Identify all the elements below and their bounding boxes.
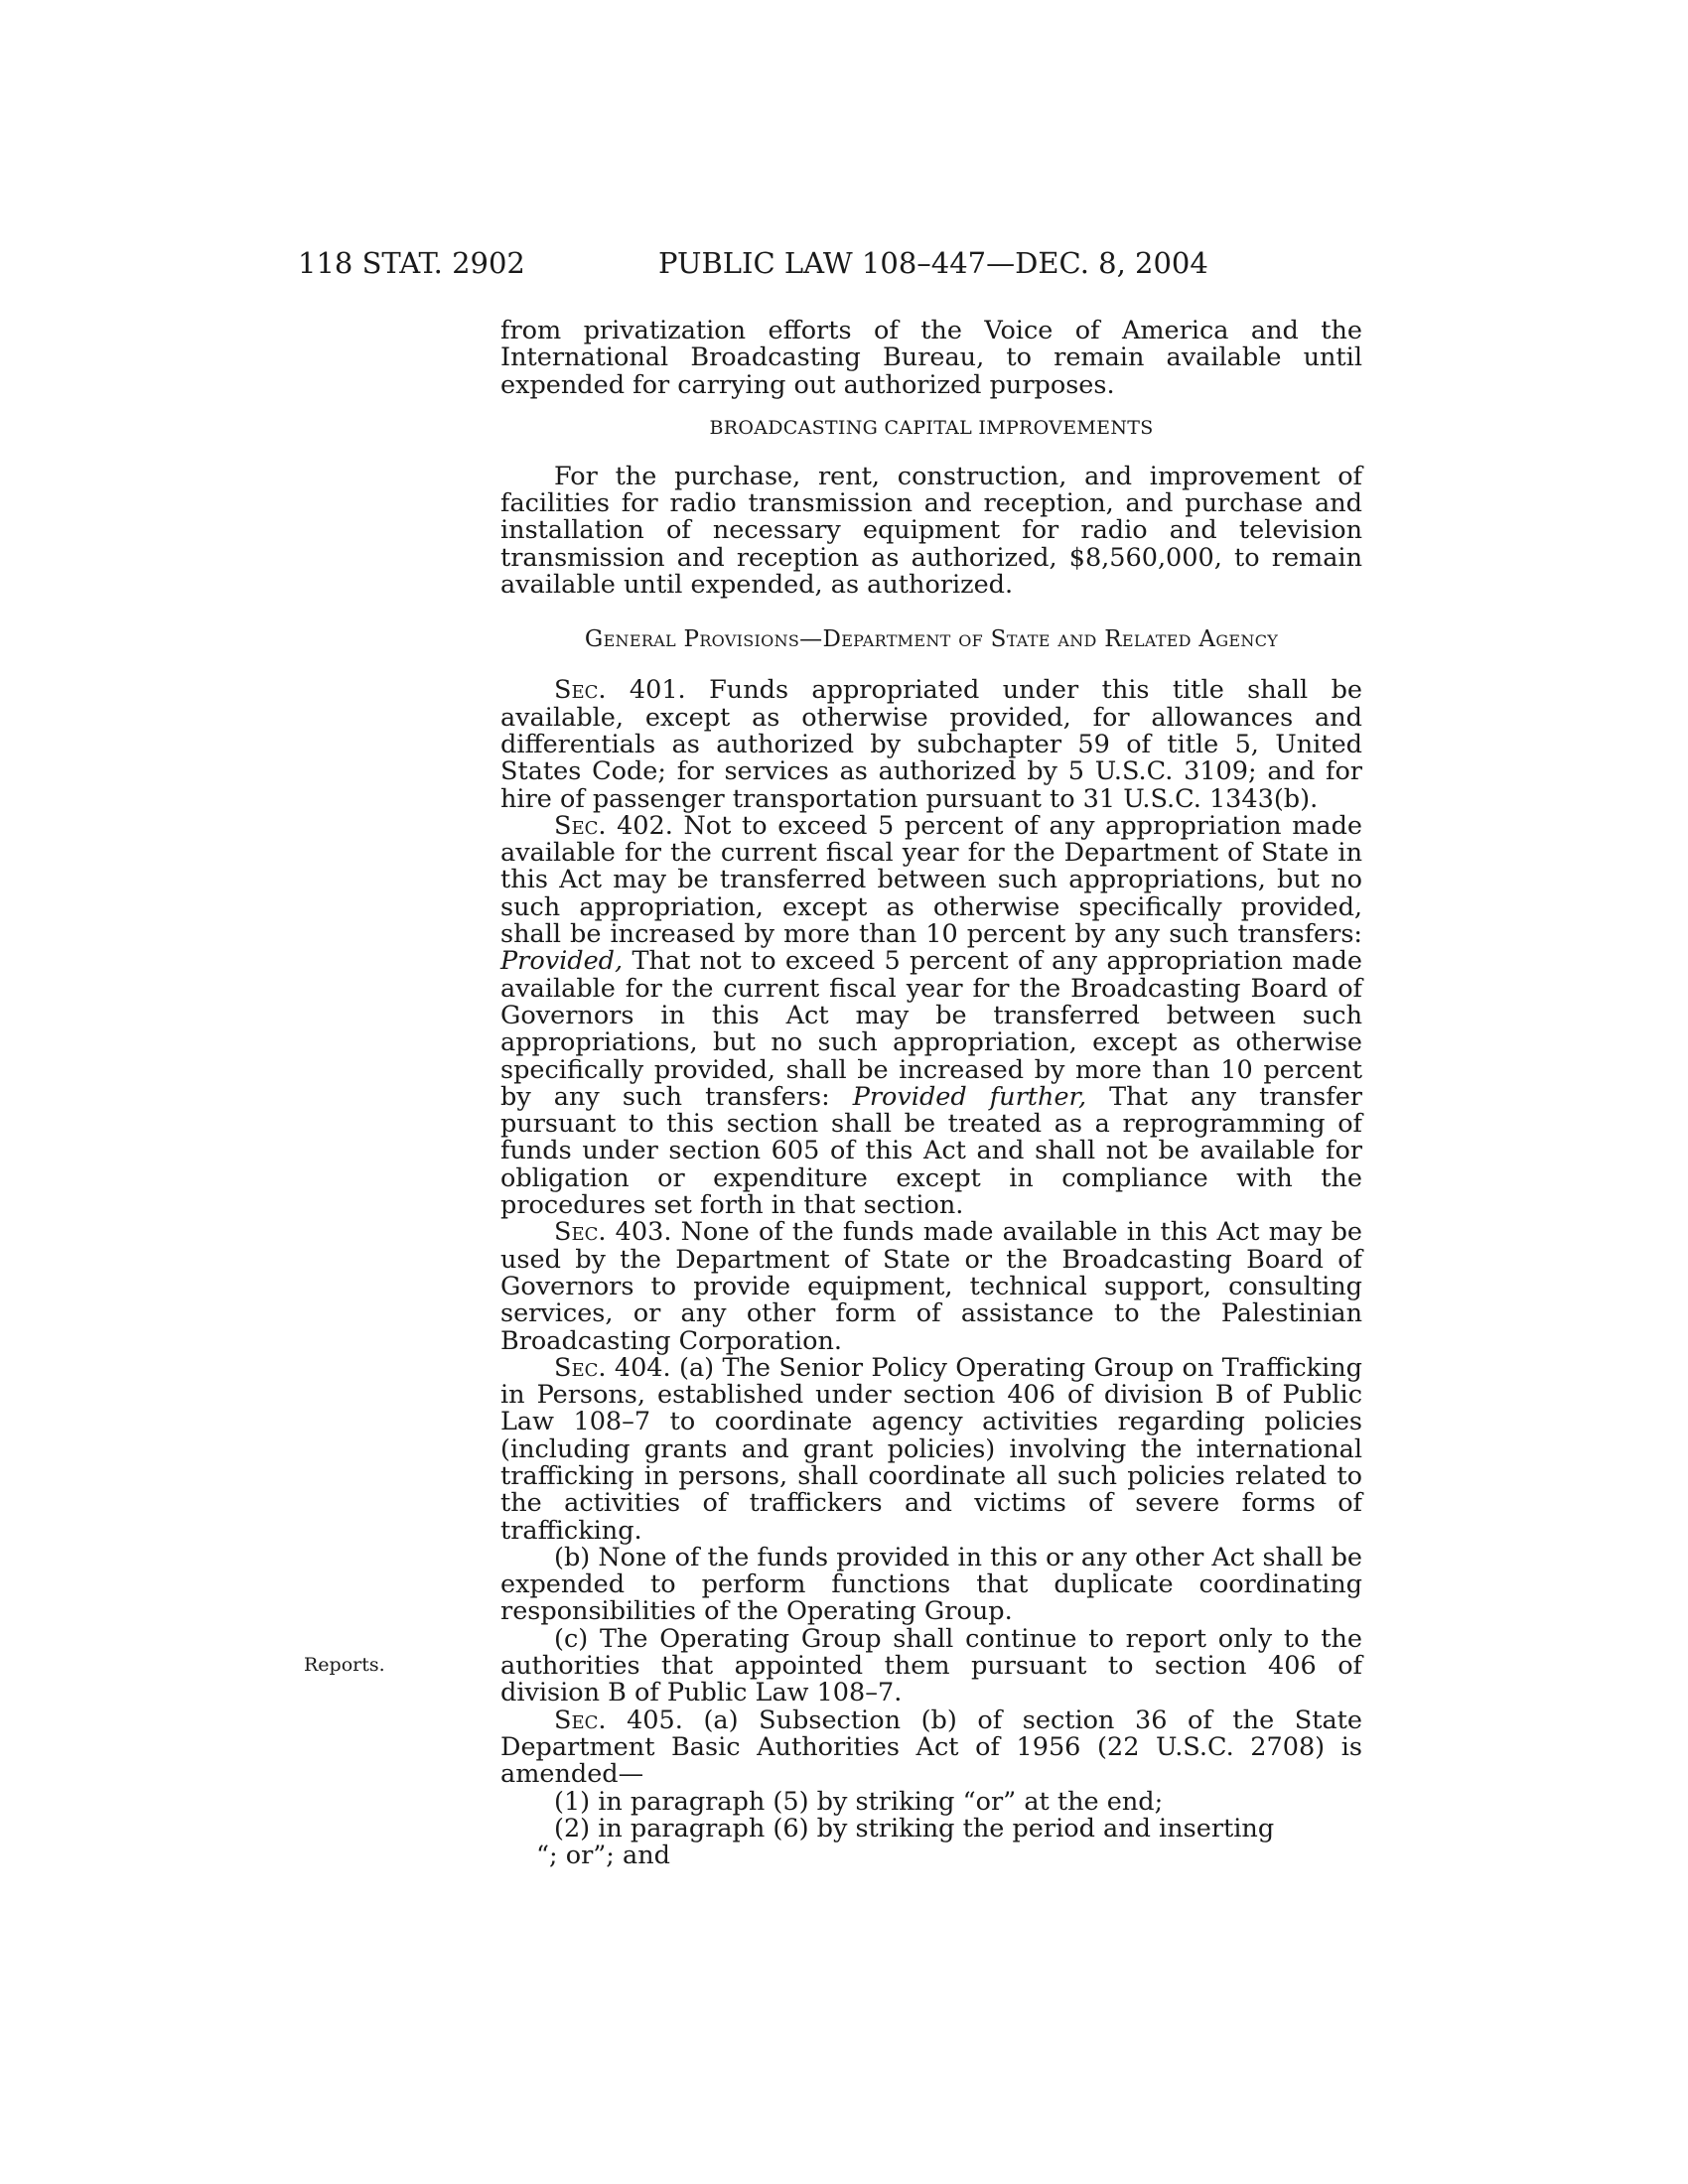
sec-404-b: (b) None of the funds provided in this or any other Act shall be expended to perform functions that duplicate coordinating responsibilities of the Operating Group. [500,1542,1362,1627]
sec-403-text: None of the funds made available in this Act may be used by the Department of State or the Broadcasting Board of Governors to provide equipment, technical support, consulting services, or any other form of assistance to the Palestinian Broadcasting Corporation. [500,1217,1363,1356]
sec-404-label: Sec. 404. [554,1352,671,1383]
sec-405-item-2: (2) in paragraph (6) by striking the period and inserting [554,1813,1275,1843]
intro-paragraph: from privatization efforts of the Voice of America and the International Broadcasting Bureau, to remain available until expended for carrying out authorized purposes. [500,316,1362,400]
sec-401 [500,677,1362,812]
sec-402-text-2: That not to exceed 5 percent of any appropriation made available for the current fiscal year for the Broadcasting Board of Governors in this Act may be transferred between such appropriations, but no such appropriation, except as otherwise specifically provided, shall be increased by more than 10 percent by any such transfers: [500,946,1362,1112]
sec-402-text-1: Not to exceed 5 percent of any appropriation made available for the current fiscal year for the Department of State in this Act may be transferred between such appropriations, but no such appropriation, except as otherwise specifically provided, shall be increased by more than 10 percent by any such transfers: [500,810,1362,950]
sec-402 [500,810,1362,1221]
sec-402-provided: Provided, [500,946,624,977]
heading-general-provisions: General Provisions—Department of State and Related Agency [584,626,1279,653]
sec-403-label: Sec. 403. [554,1217,672,1248]
sec-404-a-text: (a) The Senior Policy Operating Group on Trafficking in Persons, established under section 406 of division B of Public Law 108–7 to coordinate agency activities regarding policies (including grants and grant policies) involving the international trafficking in persons, shall coordinate all such policies related to the activities of traffickers and victims of severe forms of trafficking. [500,1352,1362,1546]
sec-405-a-text: (a) Subsection (b) of section 36 of the State Department Basic Authorities Act of 1956 (22 U.S.C. 2708) is amended— [500,1705,1363,1790]
public-law-title: PUBLIC LAW 108–447—DEC. 8, 2004 [658,246,1208,280]
sec-402-text-3: That any transfer pursuant to this section shall be treated as a reprogramming of funds under section 605 of this Act and shall not be available for obligation or expenditure except in compliance with the procedures set forth in that section. [500,1081,1362,1221]
stat-page-number: 118 STAT. 2902 [298,246,525,280]
sec-405-item-1: (1) in paragraph (5) by striking “or” at the end; [554,1786,1164,1817]
sec-401-label: Sec. 401. [554,675,686,706]
sec-405-item-2-cont: “; or”; and [536,1841,670,1871]
main-text-column [500,318,1362,1869]
bci-paragraph: For the purchase, rent, construction, and improvement of facilities for radio transmission and reception, and purchase and installation of necessary equipment for radio and television transmission and reception as authorized, $8,560,000, to remain available until expended, as authorized. [500,461,1362,601]
page-header [0,246,1688,286]
sec-405-a [500,1707,1362,1789]
heading-broadcasting-capital-improvements: BROADCASTING CAPITAL IMPROVEMENTS [709,416,1154,439]
sec-405-label: Sec. 405. [554,1705,683,1735]
sec-402-label: Sec. 402. [554,810,673,841]
margin-note-reports: Reports. [304,1654,385,1676]
sec-404-a [500,1352,1362,1546]
sec-401-text: Funds appropriated under this title shall be available, except as otherwise provided, for allowances and differentials as authorized by subchapter 59 of title 5, United States Code; for services as authorized by 5 U.S.C. 3109; and for hire of passenger transportation pursuant to 31 U.S.C. 1343(b). [500,675,1363,814]
sec-404-c: (c) The Operating Group shall continue to report only to the authorities that appointed them pursuant to section 406 of division B of Public Law 108–7. [500,1623,1362,1708]
sec-402-provided-further: Provided further, [852,1081,1087,1112]
sec-403 [500,1219,1362,1354]
